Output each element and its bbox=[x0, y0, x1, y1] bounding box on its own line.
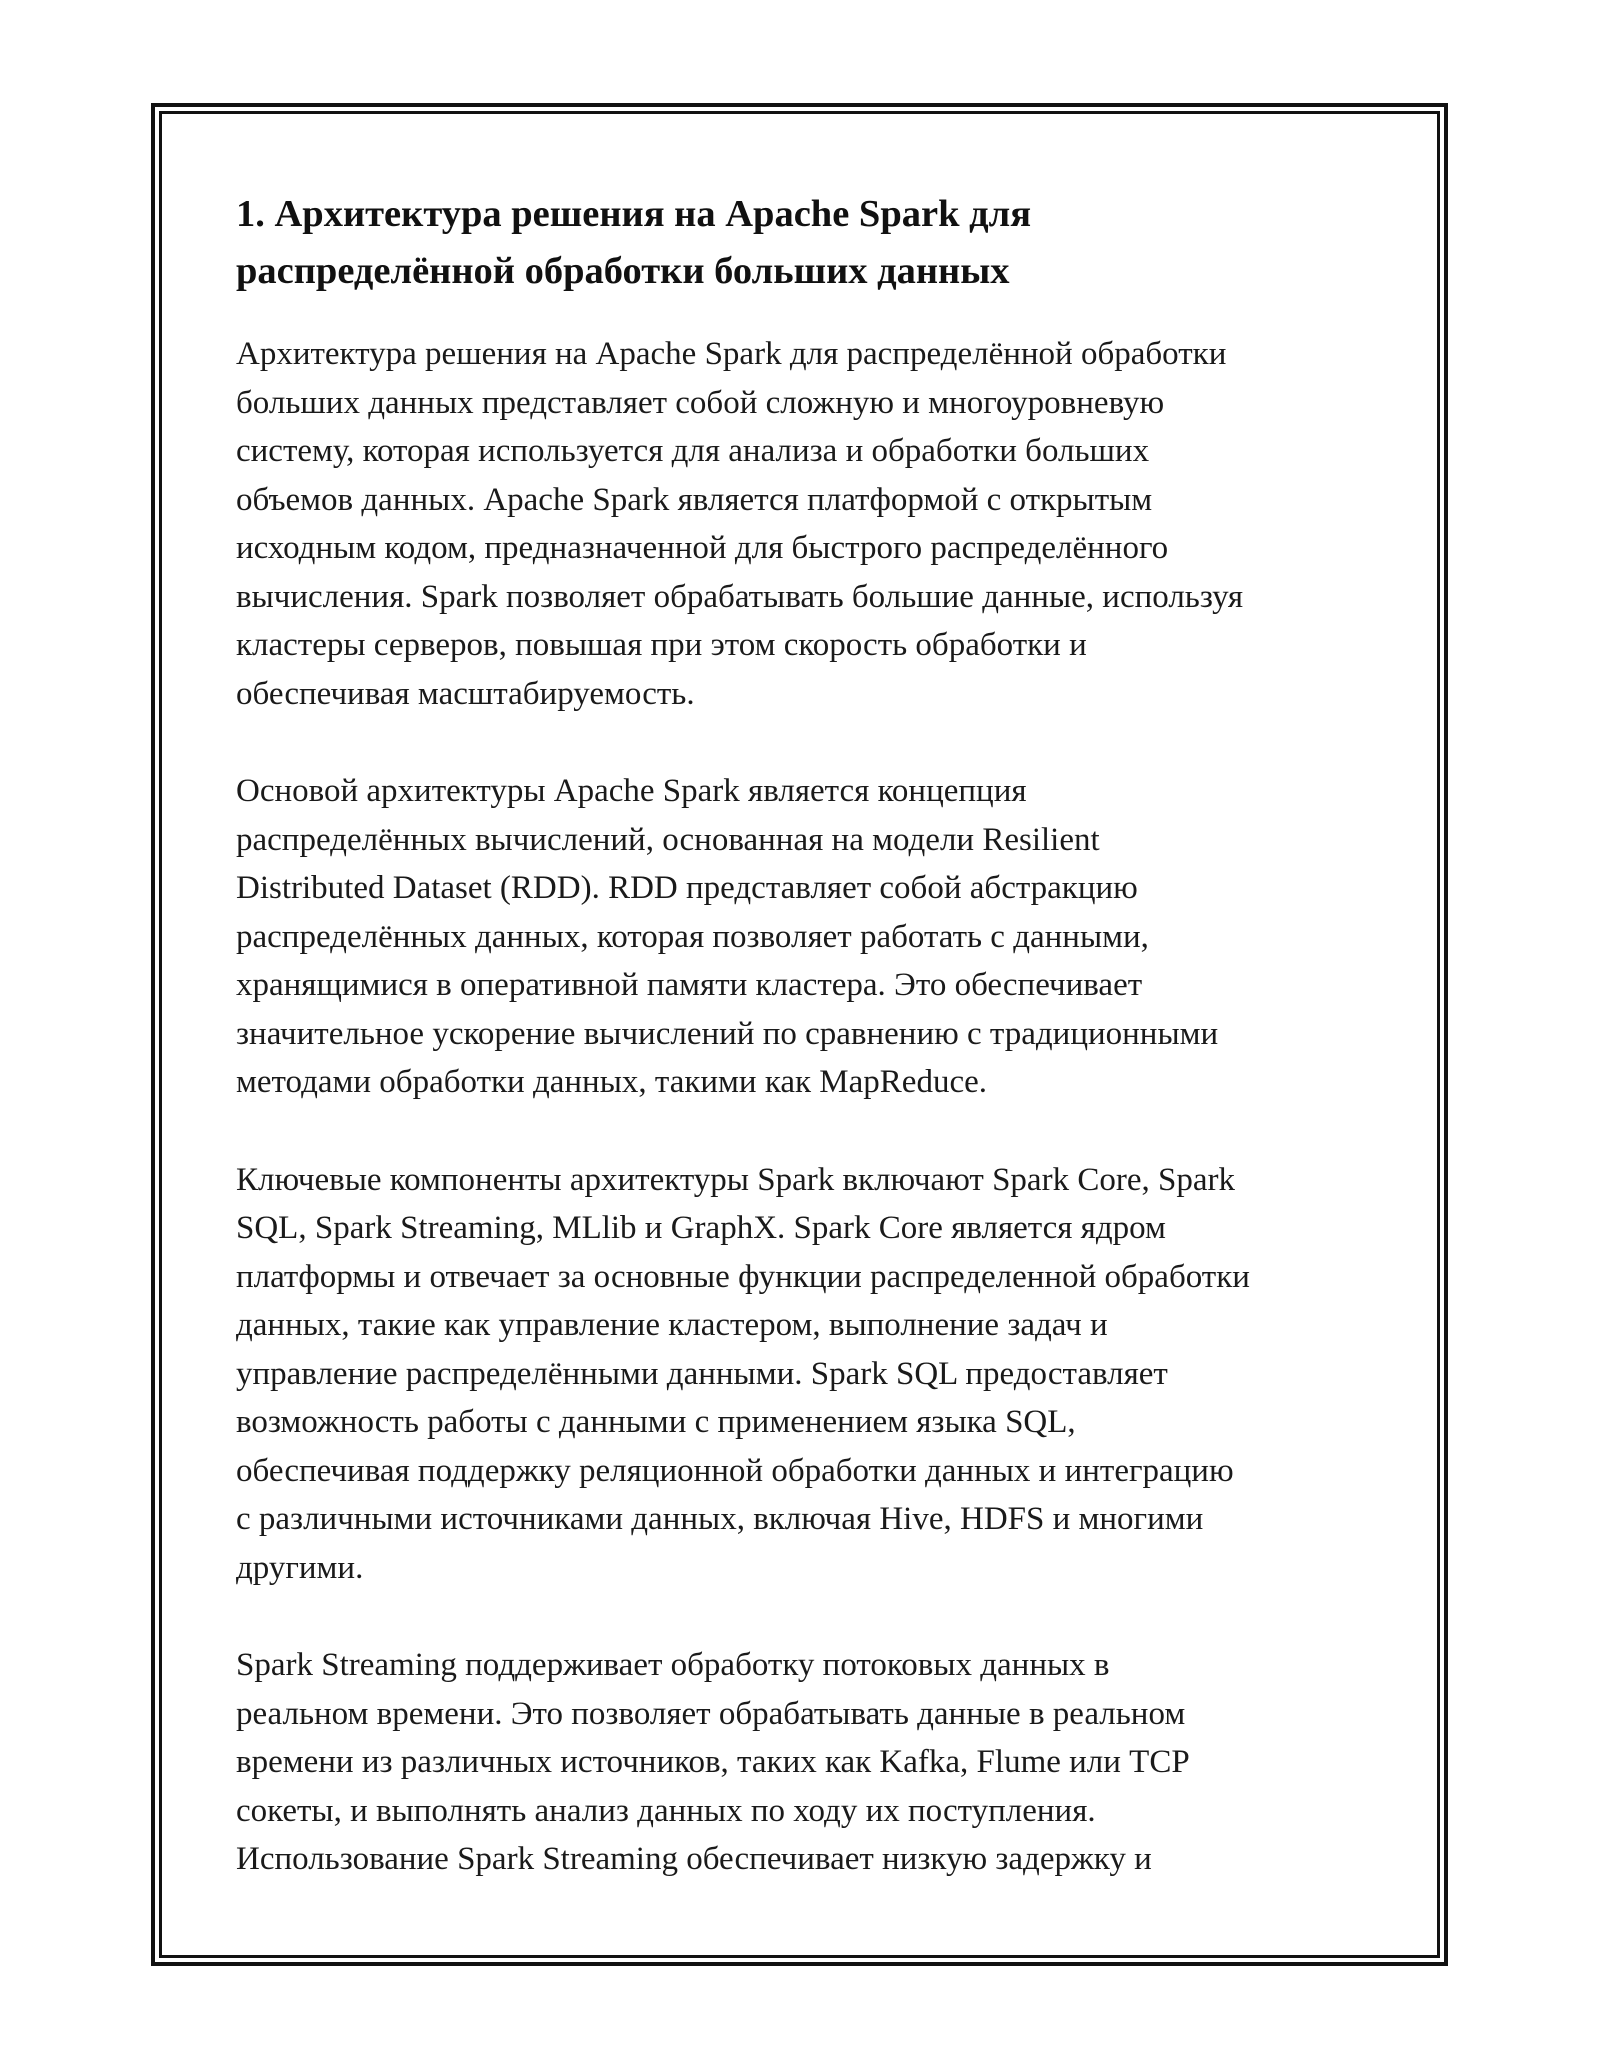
paragraph-3: Ключевые компоненты архитектуры Spark включают Spark Core, Spark SQL, Spark Streaming, MLlib и GraphX. Spark Core является ядром платформы и отвечает за основные функции распределенной обработки данных, такие как управление кластером, выполнение задач и управление распределёнными данными. Spark SQL предоставляет возможность работы с данными с применением языка SQL, обеспечивая поддержку реляционной обработки данных и интеграцию с различными источниками данных, включая Hive, HDFS и многими другими. bbox=[236, 1161, 1250, 1586]
paragraph-1: Архитектура решения на Apache Spark для распределённой обработки больших данных представляет собой сложную и многоуровневую систему, которая используется для анализа и обработки больших объемов данных. Apache Spark является платформой с открытым исходным кодом, предназначенной для быстрого распределённого вычисления. Spark позволяет обрабатывать большие данные, используя кластеры серверов, повышая при этом скорость обработки и обеспечивая масштабируемость. bbox=[236, 336, 1244, 712]
paragraph-2: Основой архитектуры Apache Spark является концепция распределённых вычислений, основанная на модели Resilient Distributed Dataset (RDD). RDD представляет собой абстракцию распределённых данных, которая позволяет работать с данными, хранящимися в оперативной памяти кластера. Это обеспечивает значительное ускорение вычислений по сравнению с традиционными методами обработки данных, такими как MapReduce. bbox=[236, 773, 1219, 1100]
section-heading: 1. Архитектура решения на Apache Spark для распределённой обработки больших данных bbox=[236, 193, 1032, 292]
paragraph-4: Spark Streaming поддерживает обработку потоковых данных в реальном времени. Это позволяет обрабатывать данные в реальном времени из различных источников, таких как Kafka, Flume или TCP сокеты, и выполнять анализ данных по ходу их поступления. Использование Spark Streaming обеспечивает низкую задержку и bbox=[236, 1647, 1190, 1877]
document-body bbox=[236, 186, 1376, 1933]
